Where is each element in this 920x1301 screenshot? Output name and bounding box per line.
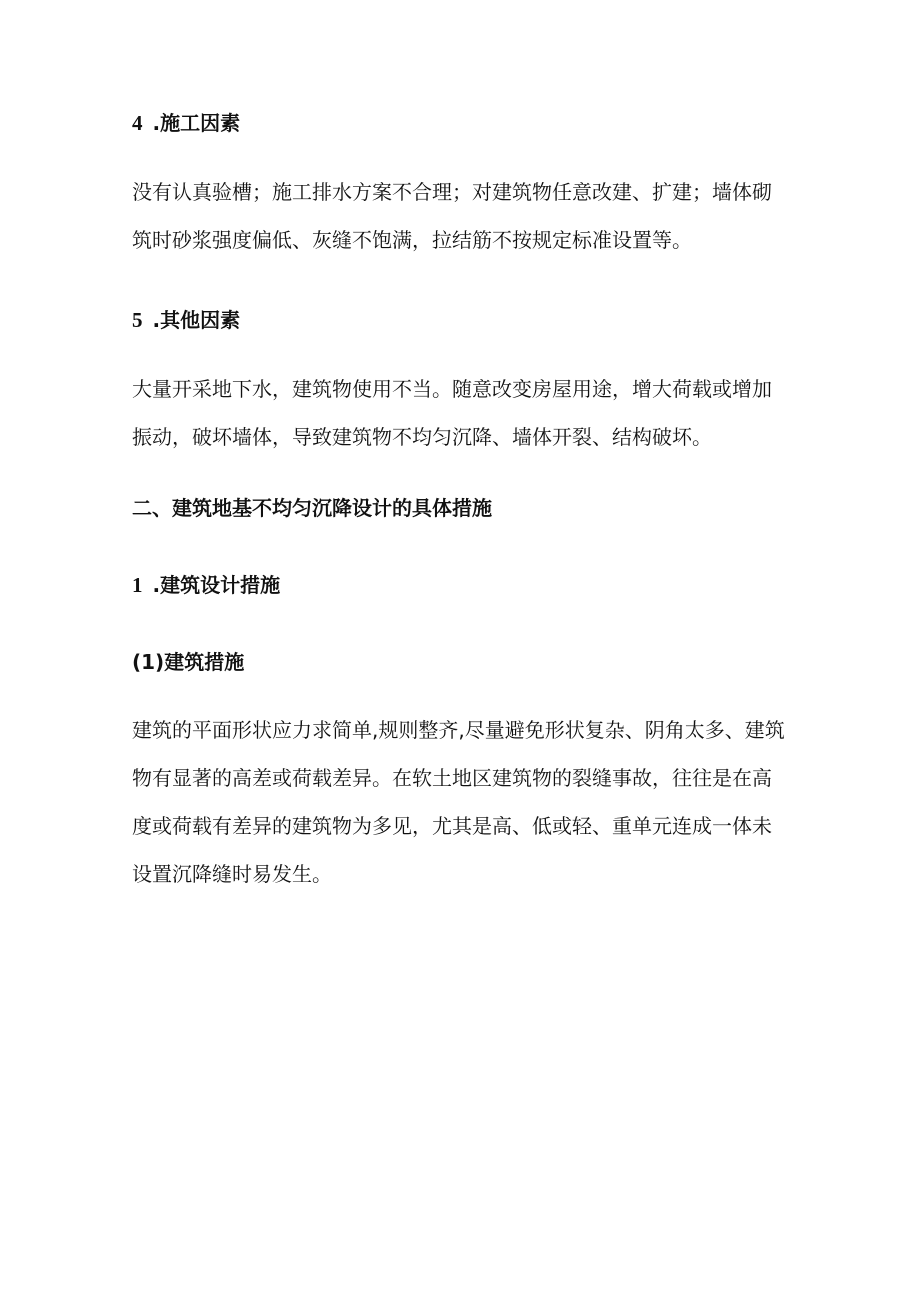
- chapter-title: 二、建筑地基不均匀沉降设计的具体措施: [132, 496, 492, 520]
- section-number: 4: [132, 111, 143, 135]
- section-heading-5: [132, 307, 240, 333]
- section-heading-4: [132, 110, 240, 136]
- section-title: .建筑设计措施: [152, 573, 281, 597]
- subsection-heading-1: [132, 649, 244, 675]
- paragraph-line: 建筑的平面形状应力求简单,规则整齐,尽量避免形状复杂、阴角太多、建筑: [132, 718, 785, 742]
- paragraph-line: 没有认真验槽；施工排水方案不合理；对建筑物任意改建、扩建；墙体砌: [132, 180, 772, 204]
- paragraph-line: 设置沉降缝时易发生。: [132, 862, 332, 886]
- section-number: 5: [132, 308, 143, 332]
- paragraph-line: 度或荷载有差异的建筑物为多见，尤其是高、低或轻、重单元连成一体未: [132, 814, 772, 838]
- paragraph-line: 筑时砂浆强度偏低、灰缝不饱满，拉结筋不按规定标准设置等。: [132, 228, 692, 252]
- paragraph-line: 振动，破坏墙体，导致建筑物不均匀沉降、墙体开裂、结构破坏。: [132, 425, 712, 449]
- paragraph-line: 物有显著的高差或荷载差异。在软土地区建筑物的裂缝事故，往往是在高: [132, 766, 772, 790]
- section-title: .其他因素: [152, 308, 241, 332]
- section-number: 1: [132, 573, 143, 597]
- subsection-title: (1)建筑措施: [132, 650, 245, 674]
- paragraph-construction-factors: [132, 168, 792, 264]
- paragraph-architectural-measures: [132, 706, 792, 898]
- paragraph-other-factors: [132, 365, 792, 461]
- paragraph-line: 大量开采地下水，建筑物使用不当。随意改变房屋用途，增大荷载或增加: [132, 377, 772, 401]
- section-heading-1: [132, 572, 280, 598]
- section-title: .施工因素: [152, 111, 241, 135]
- chapter-heading-2: [132, 495, 492, 521]
